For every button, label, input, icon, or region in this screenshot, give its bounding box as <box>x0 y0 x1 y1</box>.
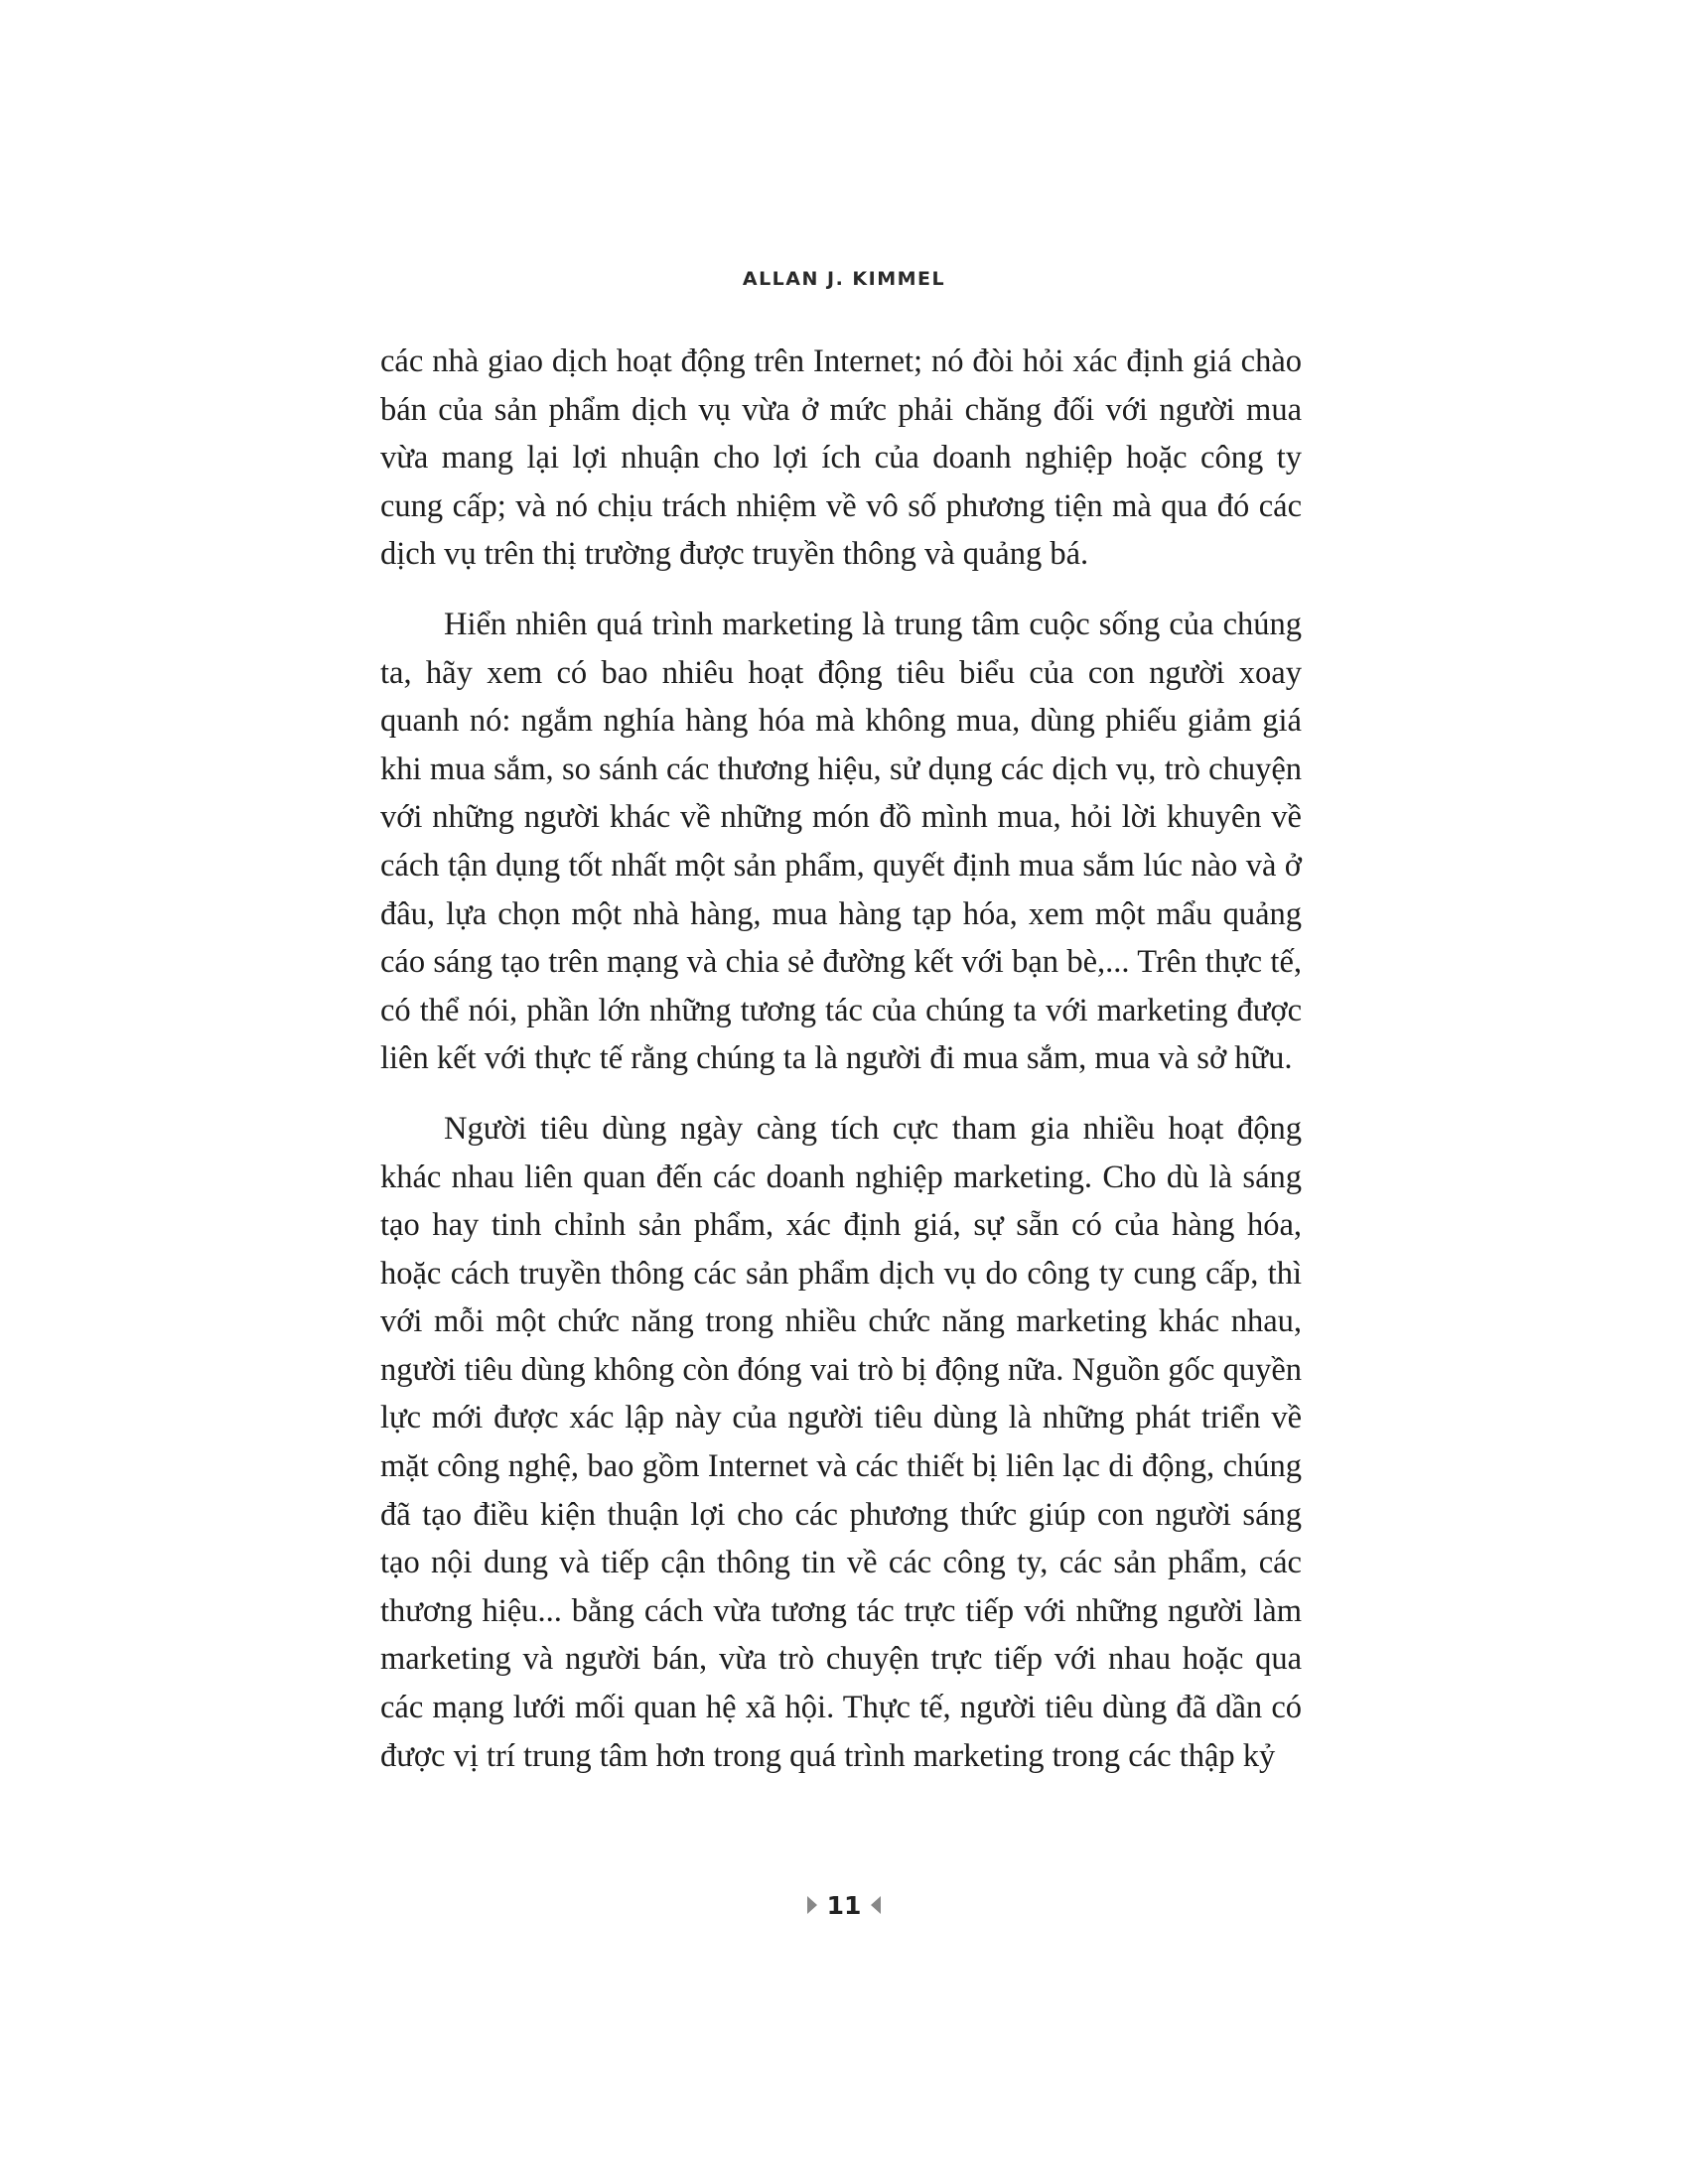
body-text <box>380 338 1302 1780</box>
page-number <box>0 1891 1688 1920</box>
paragraph: Người tiêu dùng ngày càng tích cực tham gia nhiều hoạt động khác nhau liên quan đến các doanh nghiệp marketing. Cho dù là sáng tạo hay tinh chỉnh sản phẩm, xác định giá, sự sẵn có của hàng hóa, hoặc cách truyền thông các sản phẩm dịch vụ do công ty cung cấp, thì với mỗi một chức năng trong nhiều chức năng marketing khác nhau, người tiêu dùng không còn đóng vai trò bị động nữa. Nguồn gốc quyền lực mới được xác lập này của người tiêu dùng là những phát triển về mặt công nghệ, bao gồm Internet và các thiết bị liên lạc di động, chúng đã tạo điều kiện thuận lợi cho các phương thức giúp con người sáng tạo nội dung và tiếp cận thông tin về các công ty, các sản phẩm, các thương hiệu... bằng cách vừa tương tác trực tiếp với những người làm marketing và người bán, vừa trò chuyện trực tiếp với nhau hoặc qua các mạng lưới mối quan hệ xã hội. Thực tế, người tiêu dùng đã dần có được vị trí trung tâm hơn trong quá trình marketing trong các thập kỷ <box>380 1110 1302 1774</box>
triangle-left-icon <box>871 1896 881 1914</box>
paragraph-continued: các nhà giao dịch hoạt động trên Internet; nó đòi hỏi xác định giá chào bán của sản phẩm dịch vụ vừa ở mức phải chăng đối với người mua vừa mang lại lợi nhuận cho lợi ích của doanh nghiệp hoặc công ty cung cấp; và nó chịu trách nhiệm về vô số phương tiện mà qua đó các dịch vụ trên thị trường được truyền thông và quảng bá. <box>380 343 1302 573</box>
page-number-value: 11 <box>826 1891 862 1920</box>
paragraph: Hiển nhiên quá trình marketing là trung tâm cuộc sống của chúng ta, hãy xem có bao nhiêu hoạt động tiêu biểu của con người xoay quanh nó: ngắm nghía hàng hóa mà không mua, dùng phiếu giảm giá khi mua sắm, so sánh các thương hiệu, sử dụng các dịch vụ, trò chuyện với những người khác về những món đồ mình mua, hỏi lời khuyên về cách tận dụng tốt nhất một sản phẩm, quyết định mua sắm lúc nào và ở đâu, lựa chọn một nhà hàng, mua hàng tạp hóa, xem một mẩu quảng cáo sáng tạo trên mạng và chia sẻ đường kết với bạn bè,... Trên thực tế, có thể nói, phần lớn những tương tác của chúng ta với marketing được liên kết với thực tế rằng chúng ta là người đi mua sắm, mua và sở hữu. <box>380 606 1302 1077</box>
running-header-author: ALLAN J. KIMMEL <box>742 268 946 290</box>
triangle-right-icon <box>807 1896 817 1914</box>
